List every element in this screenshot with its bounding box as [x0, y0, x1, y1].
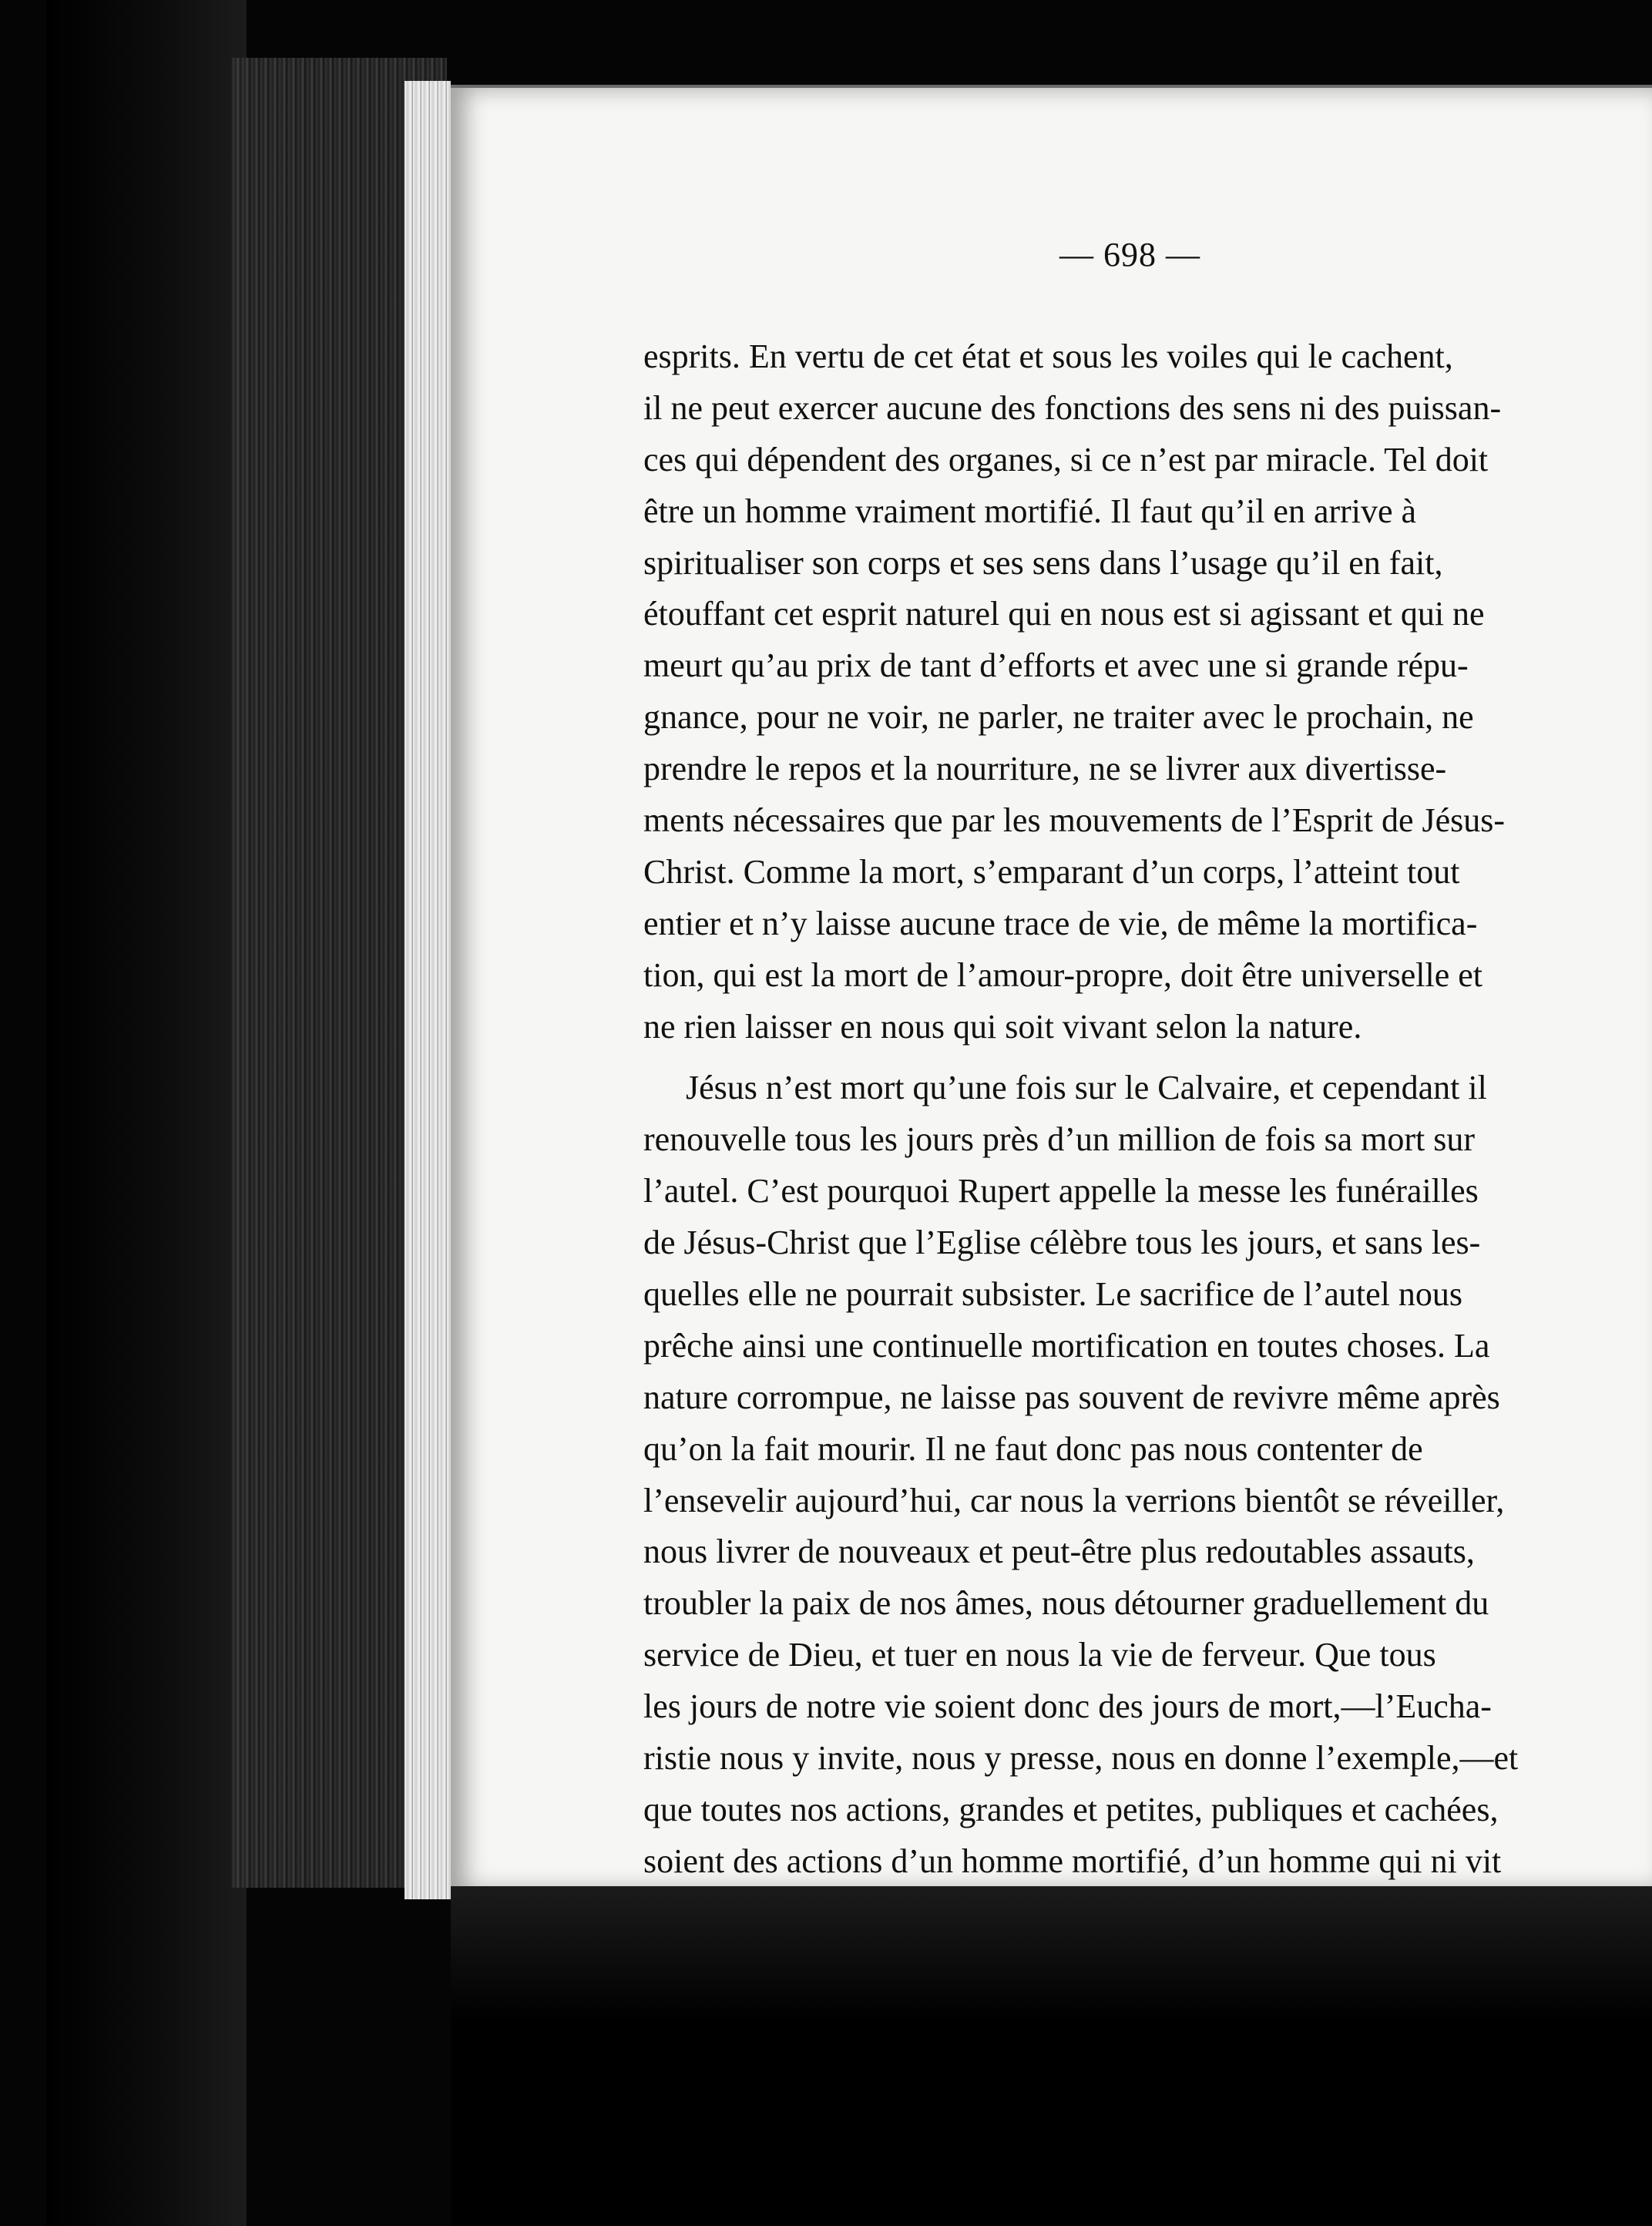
text-line: spiritualiser son corps et ses sens dans l’usage qu’il en fait, — [643, 543, 1443, 582]
text-line: qu’on la fait mourir. Il ne faut donc pas nous contenter de — [643, 1429, 1423, 1468]
text-line: troubler la paix de nos âmes, nous détourner graduellement du — [643, 1584, 1489, 1623]
text-line: entier et n’y laisse aucune trace de vie, de même la mortifica- — [643, 904, 1478, 942]
text-line: il ne peut exercer aucune des fonctions des sens ni des puissan- — [643, 388, 1502, 427]
text-line: ments nécessaires que par les mouvements de l’Esprit de Jésus- — [643, 801, 1506, 840]
text-line: ces qui dépendent des organes, si ce n’est par miracle. Tel doit — [643, 440, 1489, 478]
text-line: de Jésus-Christ que l’Eglise célèbre tous les jours, et sans les- — [643, 1224, 1481, 1262]
page-bottom-shadow — [451, 1886, 1652, 2226]
text-line: quelles elle ne pourrait subsister. Le sacrifice de l’autel nous — [643, 1275, 1462, 1314]
text-line: les jours de notre vie soient donc des jours de mort,—l’Eucha- — [643, 1687, 1492, 1726]
text-line: l’ensevelir aujourd’hui, car nous la verrions bientôt se réveiller, — [643, 1481, 1505, 1519]
text-line: que toutes nos actions, grandes et petites, publiques et cachées, — [643, 1790, 1499, 1828]
page-stack-edges — [405, 81, 451, 1899]
text-line: meurt qu’au prix de tant d’efforts et avec une si grande répu- — [643, 646, 1469, 685]
text-line: nous livrer de nouveaux et peut-être plus redoutables assauts, — [643, 1533, 1475, 1571]
text-line: soient des actions d’un homme mortifié, d’un homme qui ni vit — [643, 1842, 1502, 1880]
text-line: ne rien laisser en nous qui soit vivant selon la nature. — [643, 1007, 1362, 1046]
text-line: prêche ainsi une continuelle mortification en toutes choses. La — [643, 1326, 1490, 1365]
text-line: gnance, pour ne voir, ne parler, ne traiter avec le prochain, ne — [643, 698, 1474, 737]
text-line: étouffant cet esprit naturel qui en nous est si agissant et qui ne — [643, 595, 1485, 633]
body-text — [643, 331, 1652, 1888]
book-edge-shadow — [46, 0, 247, 2226]
text-line: Jésus n’est mort qu’une fois sur le Calvaire, et cependant il — [686, 1069, 1487, 1107]
text-line: service de Dieu, et tuer en nous la vie de ferveur. Que tous — [643, 1636, 1436, 1674]
text-line: ristie nous y invite, nous y presse, nous en donne l’exemple,—et — [643, 1739, 1519, 1778]
text-line: nature corrompue, ne laisse pas souvent de revivre même après — [643, 1378, 1500, 1416]
text-line: esprits. En vertu de cet état et sous les voiles qui le cachent, — [643, 337, 1453, 375]
paragraph-gap — [643, 1053, 1652, 1063]
text-line: être un homme vraiment mortifié. Il faut qu’il en arrive à — [643, 492, 1417, 530]
text-line: tion, qui est la mort de l’amour-propre, doit être universelle et — [643, 955, 1482, 994]
text-line: l’autel. C’est pourquoi Rupert appelle la messe les funérailles — [643, 1172, 1479, 1210]
page-number: — 698 — — [1059, 236, 1200, 274]
text-line: Christ. Comme la mort, s’emparant d’un corps, l’atteint tout — [643, 852, 1460, 891]
text-line: prendre le repos et la nourriture, ne se livrer aux divertisse- — [643, 750, 1447, 788]
text-line: renouvelle tous les jours près d’un million de fois sa mort sur — [643, 1120, 1476, 1159]
